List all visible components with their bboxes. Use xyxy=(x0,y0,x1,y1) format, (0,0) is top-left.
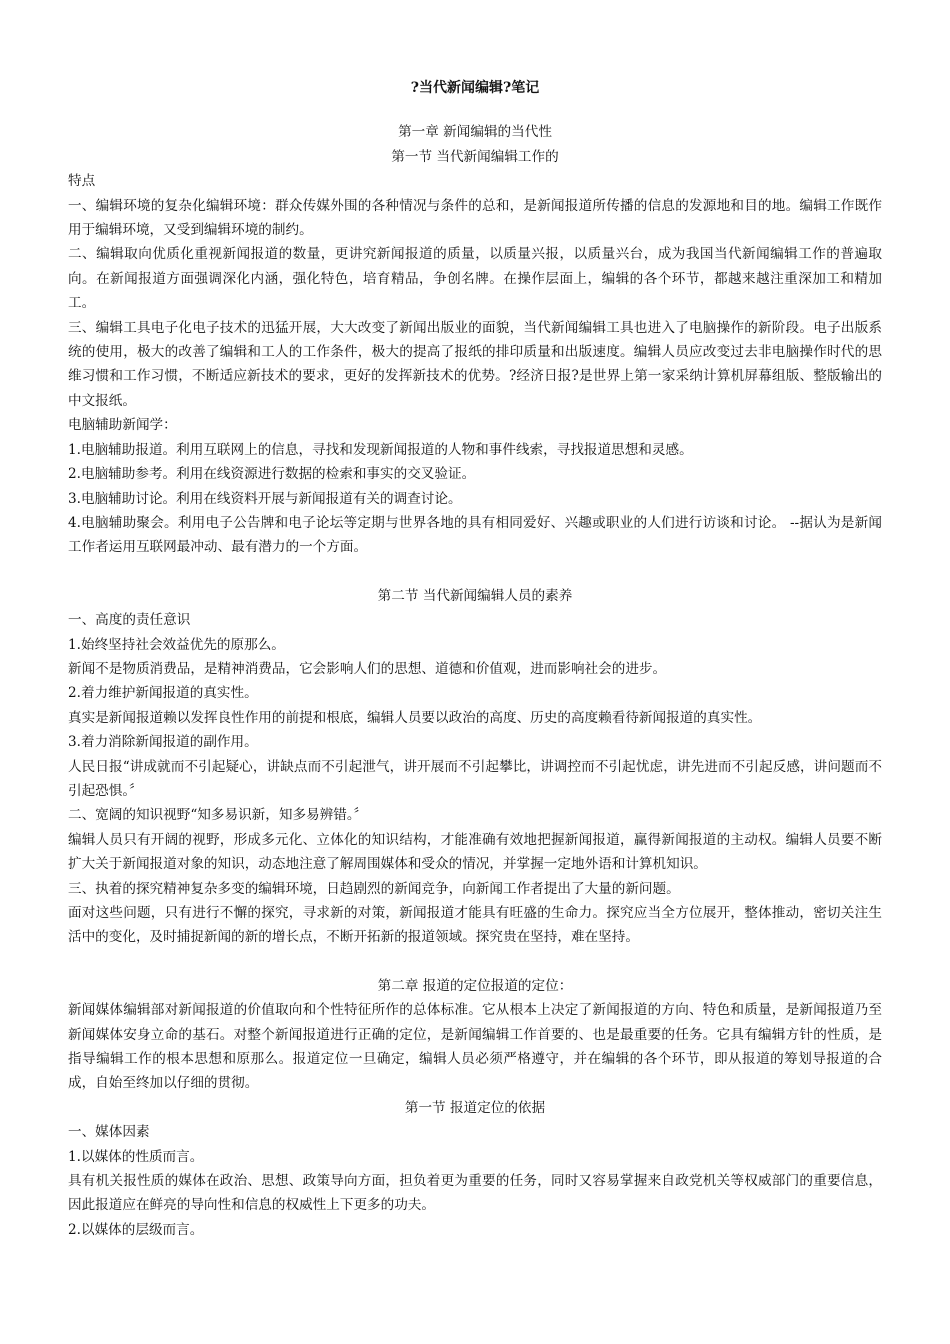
list-item: 2.电脑辅助参考。利用在线资源进行数据的检索和事实的交叉验证。 xyxy=(68,466,476,483)
subheading: 二、宽阔的知识视野“知多易识新，知多易辨错。〞 xyxy=(68,807,368,824)
list-item: 2.以媒体的层级而言。 xyxy=(68,1221,204,1238)
document-title: ?当代新闻编辑?笔记 xyxy=(410,80,540,96)
chapter-2-section-1-heading: 第一节 报道定位的依据 xyxy=(404,1099,546,1116)
paragraph: 一、编辑环境的复杂化编辑环境：群众传媒外围的各种情况与条件的总和，是新闻报道所传播的信息的发源地和目的地。编辑工作既作用于编辑环境，又受到编辑环境的制约。 xyxy=(68,197,882,239)
chapter-1-section-2-heading: 第二节 当代新闻编辑人员的素养 xyxy=(377,587,573,604)
list-item: 3.电脑辅助讨论。利用在线资料开展与新闻报道有关的调查讨论。 xyxy=(68,490,462,507)
list-item: 1.以媒体的性质而言。 xyxy=(68,1148,204,1165)
list-item: 3.着力消除新闻报道的副作用。 xyxy=(68,734,258,751)
document-page xyxy=(68,70,882,1242)
spacer xyxy=(68,950,882,974)
subheading: 一、高度的责任意识 xyxy=(68,612,191,629)
paragraph: 电脑辅助新闻学： xyxy=(68,417,177,434)
chapter-1-section-1-heading: 第一节 当代新闻编辑工作的 xyxy=(391,148,559,165)
paragraph: 新闻不是物质消费品，是精神消费品，它会影响人们的思想、道德和价值观，进而影响社会的进步。 xyxy=(68,660,667,677)
spacer xyxy=(68,560,882,584)
list-item: 4.电脑辅助聚会。利用电子公告牌和电子论坛等定期与世界各地的具有相同爱好、兴趣或职业的人们进行访谈和讨论。 --据认为是新闻工作者运用互联网最冲动、最有潜力的一个方面。 xyxy=(68,514,882,556)
paragraph: 三、编辑工具电子化电子技术的迅猛开展，大大改变了新闻出版业的面貌，当代新闻编辑工具也进入了电脑操作的新阶段。电子出版系统的使用，极大的改善了编辑和工人的工作条件，极大的提高了报纸的排印质量和出版速度。编辑人员应改变过去非电脑操作时代的思维习惯和工作习惯，不断适应新技术的要求，更好的发挥新技术的优势。?经济日报?是世界上第一家采纳计算机屏幕组版、整版输出的中文报纸。 xyxy=(68,319,882,409)
paragraph: 二、编辑取向优质化重视新闻报道的数量，更讲究新闻报道的质量，以质量兴报，以质量兴台，成为我国当代新闻编辑工作的普遍取向。在新闻报道方面强调深化内涵，强化特色，培育精品，争创名牌。在操作层面上，编辑的各个环节，都越来越注重深加工和精加工。 xyxy=(68,246,882,312)
paragraph: 新闻媒体编辑部对新闻报道的价值取向和个性特征所作的总体标准。它从根本上决定了新闻报道的方向、特色和质量，是新闻报道乃至新闻媒体安身立命的基石。对整个新闻报道进行正确的定位，是新闻编辑工作首要的、也是最重要的任务。它具有编辑方针的性质，是指导编辑工作的根本思想和原那么。报道定位一旦确定，编辑人员必须严格遵守，并在编辑的各个环节，即从报道的筹划导报道的合成，自始至终加以仔细的贯彻。 xyxy=(68,1002,882,1092)
paragraph: 面对这些问题，只有进行不懈的探究，寻求新的对策，新闻报道才能具有旺盛的生命力。探究应当全方位展开，整体推动，密切关注生活中的变化，及时捕捉新闻的新的增长点，不断开拓新的报道领域。探究贵在坚持，难在坚持。 xyxy=(68,905,882,946)
list-item: 1.始终坚持社会效益优先的原那么。 xyxy=(68,636,285,653)
list-item: 2.着力维护新闻报道的真实性。 xyxy=(68,685,258,702)
chapter-2-heading: 第二章 报道的定位报道的定位： xyxy=(377,977,573,994)
paragraph: 人民日报“讲成就而不引起疑心，讲缺点而不引起泄气，讲开展而不引起攀比，讲调控而不引起忧虑，讲先进而不引起反感，讲问题而不引起恐惧。〞 xyxy=(68,758,882,799)
paragraph: 具有机关报性质的媒体在政治、思想、政策导向方面，担负着更为重要的任务，同时又容易掌握来自政党机关等权威部门的重要信息，因此报道应在鲜亮的导向性和信息的权威性上下更多的功夫。 xyxy=(68,1173,882,1214)
subheading: 一、媒体因素 xyxy=(68,1124,150,1141)
subheading: 三、执着的探究精神复杂多变的编辑环境，日趋剧烈的新闻竞争，向新闻工作者提出了大量的新问题。 xyxy=(68,880,680,897)
chapter-1-heading: 第一章 新闻编辑的当代性 xyxy=(398,124,552,141)
section-heading-continuation: 特点 xyxy=(68,173,96,190)
paragraph: 编辑人员只有开阔的视野，形成多元化、立体化的知识结构，才能准确有效地把握新闻报道，赢得新闻报道的主动权。编辑人员要不断扩大关于新闻报道对象的知识，动态地注意了解周围媒体和受众的情况，并掌握一定地外语和计算机知识。 xyxy=(68,831,882,873)
list-item: 1.电脑辅助报道。利用互联网上的信息，寻找和发现新闻报道的人物和事件线索，寻找报道思想和灵感。 xyxy=(68,441,693,458)
paragraph: 真实是新闻报道赖以发挥良性作用的前提和根底，编辑人员要以政治的高度、历史的高度赖看待新闻报道的真实性。 xyxy=(68,709,762,726)
